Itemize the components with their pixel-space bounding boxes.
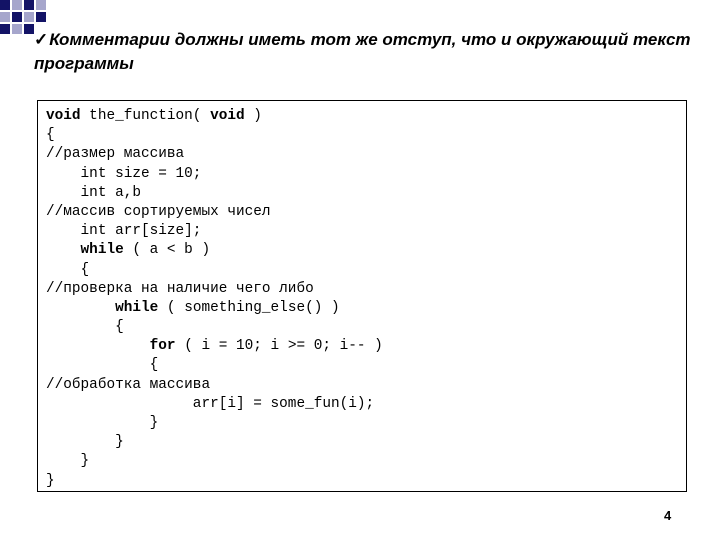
code-line bbox=[46, 165, 383, 184]
code-text: { bbox=[46, 319, 124, 336]
code-line bbox=[46, 184, 383, 203]
code-line bbox=[46, 318, 383, 337]
code-line bbox=[46, 376, 383, 395]
code-line bbox=[46, 203, 383, 222]
code-line bbox=[46, 222, 383, 241]
code-text: //обработка массива bbox=[46, 376, 211, 393]
code-keyword: for bbox=[149, 338, 176, 355]
code-line bbox=[46, 472, 383, 491]
code-text bbox=[46, 300, 115, 316]
page-number: 4 bbox=[664, 508, 672, 523]
code-text: //проверка на наличие чего либо bbox=[46, 280, 314, 297]
code-line bbox=[46, 356, 383, 375]
code-keyword: while bbox=[80, 242, 124, 259]
deco-square bbox=[24, 24, 34, 34]
code-keyword: while bbox=[115, 299, 159, 316]
code-text: } bbox=[46, 434, 124, 451]
code-line bbox=[46, 280, 383, 299]
code-text: ) bbox=[244, 108, 262, 124]
code-line bbox=[46, 107, 383, 126]
code-text: arr[i] = some_fun(i); bbox=[46, 395, 375, 412]
deco-square bbox=[24, 12, 34, 22]
code-text: } bbox=[46, 472, 55, 489]
code-line bbox=[46, 395, 383, 414]
checkmark-icon: ✓ bbox=[34, 30, 49, 49]
code-text bbox=[46, 338, 150, 354]
code-keyword: void bbox=[46, 108, 81, 124]
code-text: //размер массива bbox=[46, 146, 185, 163]
code-text: //массив сортируемых чисел bbox=[46, 203, 271, 220]
code-text: ( i = 10; i >= 0; i-- ) bbox=[175, 338, 383, 355]
deco-square bbox=[0, 12, 10, 22]
code-line bbox=[46, 241, 383, 260]
slide-heading bbox=[34, 28, 694, 76]
code-line bbox=[46, 145, 383, 164]
code-line bbox=[46, 337, 383, 356]
deco-square bbox=[36, 12, 46, 22]
code-text: ( something_else() ) bbox=[158, 299, 340, 316]
deco-square bbox=[0, 0, 10, 10]
code-line bbox=[46, 433, 383, 452]
code-text: int arr[size]; bbox=[46, 223, 202, 240]
code-text: { bbox=[46, 127, 55, 144]
code-listing bbox=[46, 107, 383, 491]
code-text: the_function( bbox=[80, 108, 211, 124]
code-keyword: void bbox=[210, 108, 245, 124]
code-text: ( a < b ) bbox=[123, 242, 211, 259]
code-line bbox=[46, 126, 383, 145]
heading-text: Комментарии должны иметь тот же отступ, что и окружающий текст программы bbox=[34, 30, 691, 73]
deco-square bbox=[12, 12, 22, 22]
code-text: { bbox=[46, 357, 159, 374]
deco-square bbox=[0, 24, 10, 34]
code-text bbox=[46, 242, 81, 258]
code-text: } bbox=[46, 415, 159, 431]
deco-square bbox=[12, 0, 22, 10]
deco-square bbox=[36, 0, 46, 10]
code-line bbox=[46, 414, 383, 433]
code-text: } bbox=[46, 453, 90, 470]
code-line bbox=[46, 452, 383, 471]
code-text: int a,b bbox=[46, 184, 141, 201]
deco-square bbox=[12, 24, 22, 34]
code-line bbox=[46, 261, 383, 280]
code-text: { bbox=[46, 261, 90, 278]
deco-square bbox=[24, 0, 34, 10]
code-line bbox=[46, 299, 383, 318]
code-text: int size = 10; bbox=[46, 165, 202, 182]
code-listing-box bbox=[37, 100, 687, 492]
